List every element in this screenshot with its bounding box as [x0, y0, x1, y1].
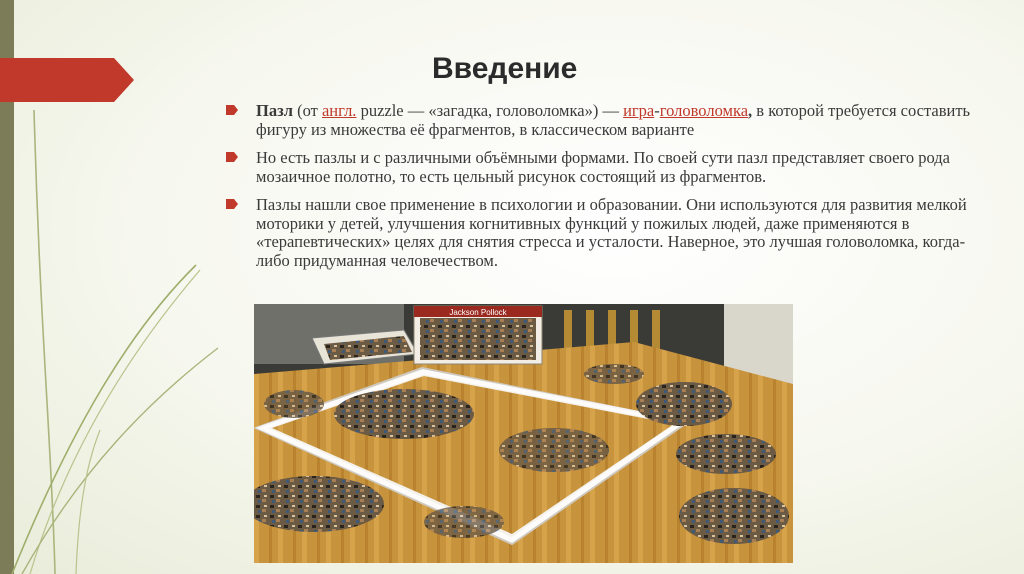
bullet-item [226, 149, 986, 186]
link-english[interactable]: англ. [321, 101, 357, 120]
page-title: Введение [432, 52, 578, 85]
bullet-text: Пазлы нашли свое применение в психологии и образовании. Они используются для развития мелкой моторики у детей, улучшения когнитивных функций у пожилых людей, даже применяются в «терапевтических» целях для снятия стресса и усталости. Наверное, это лучшая головоломка, когда-либо придуманная человечеством. [256, 195, 967, 270]
text-fragment: puzzle — «загадка, головоломка») — [356, 101, 624, 120]
text-fragment: , [748, 101, 753, 120]
term-label: Пазл [256, 101, 293, 120]
puzzle-photo [254, 304, 793, 563]
text-fragment: - [654, 101, 660, 120]
arrow-bullet-icon [226, 150, 238, 164]
box-label: Jackson Pollock [449, 308, 507, 317]
bullet-text: Но есть пазлы и с различными объёмными формами. По своей сути пазл представляет своего рода мозаичное полотно, то есть цельный рисунок состоящий из фрагментов. [256, 148, 950, 186]
title-banner-arrow [0, 58, 134, 102]
text-fragment: (от [292, 101, 322, 120]
puzzle-box-lid [414, 306, 542, 364]
arrow-bullet-icon [226, 197, 238, 211]
link-puzzle[interactable]: головоломка [659, 101, 749, 120]
text-fragment: в которой требуется составить фигуру из множества её фрагментов, в классическом варианте [256, 101, 971, 139]
arrow-bullet-icon [226, 103, 238, 117]
link-game[interactable]: игра [623, 101, 655, 120]
bullet-item [226, 196, 986, 270]
bullet-list [226, 102, 986, 280]
bullet-item [226, 102, 986, 139]
